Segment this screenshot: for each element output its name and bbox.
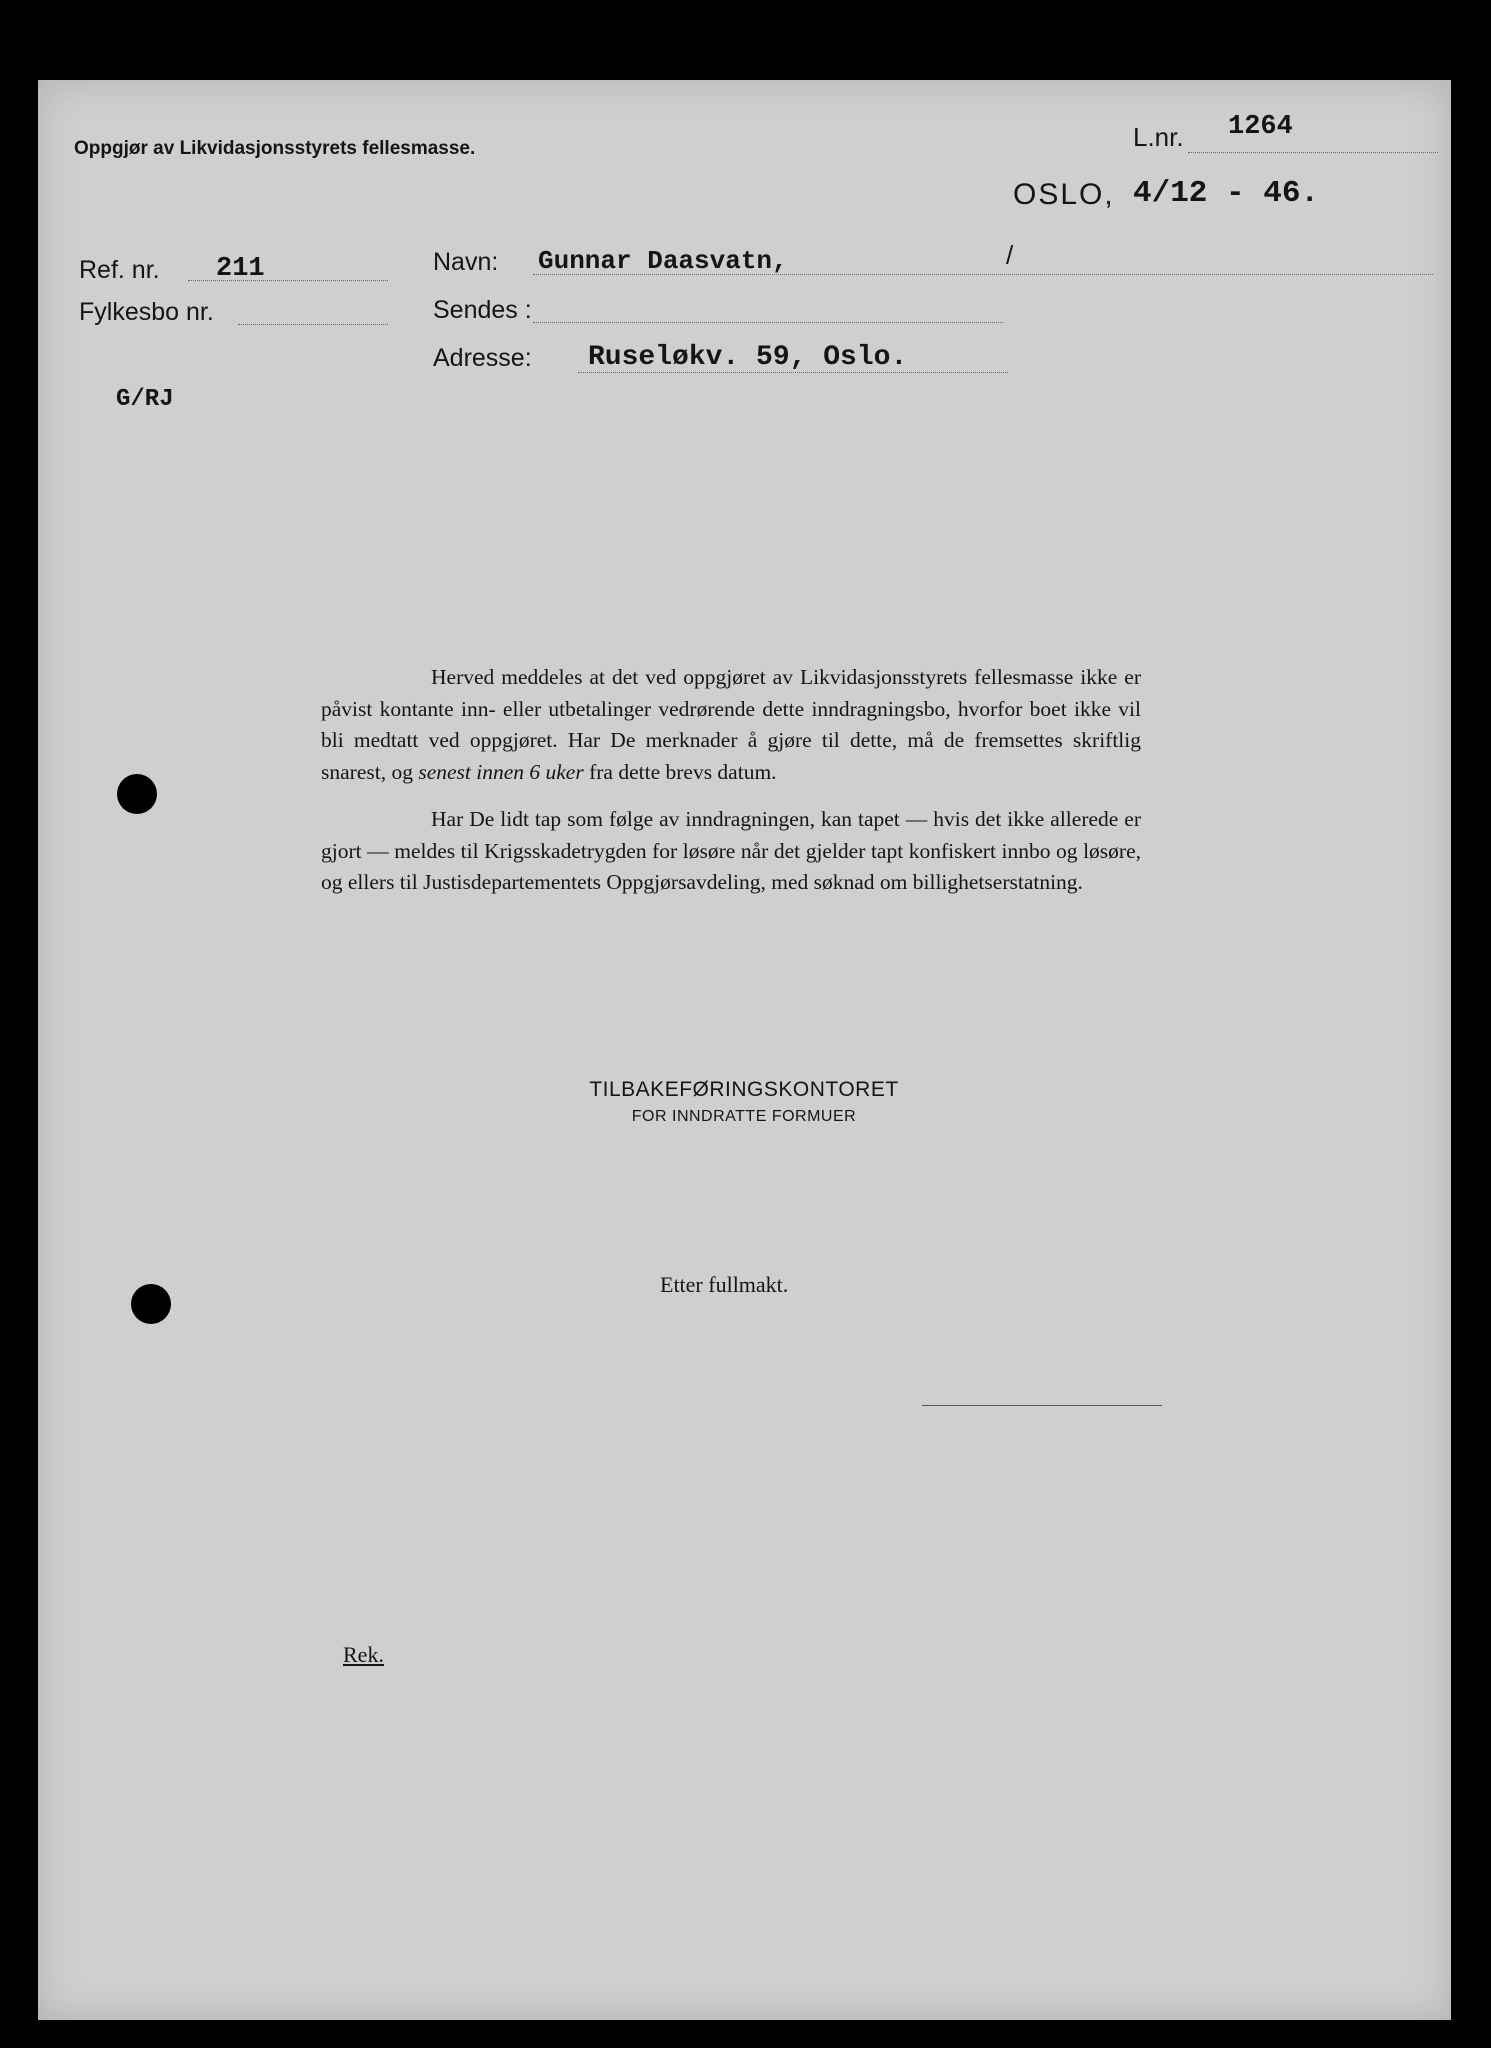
issuing-office bbox=[544, 1078, 944, 1126]
slash-mark: / bbox=[1006, 240, 1014, 270]
name-line bbox=[533, 274, 1433, 275]
ref-number-label: Ref. nr. bbox=[79, 256, 160, 284]
body-paragraph-1 bbox=[321, 662, 1141, 788]
letter-number-line bbox=[1188, 152, 1438, 153]
fylkesbo-number-label: Fylkesbo nr. bbox=[79, 298, 214, 326]
letter-number-value: 1264 bbox=[1228, 112, 1293, 142]
sendes-line bbox=[533, 322, 1003, 323]
address-label: Adresse: bbox=[433, 344, 532, 372]
punch-hole-lower bbox=[131, 1284, 171, 1324]
letter-number-label: L.nr. bbox=[1133, 122, 1184, 152]
recipient-address: Ruseløkv. 59, Oslo. bbox=[588, 342, 908, 373]
recipient-name: Gunnar Daasvatn, bbox=[538, 246, 788, 276]
letter-body bbox=[321, 662, 1141, 899]
ref-number-value: 211 bbox=[216, 254, 265, 284]
body-paragraph-2: Har De lidt tap som følge av inndragningen, kan tapet — hvis det ikke allerede er gjort — meldes til Krigsskadetrygden for løsøre når det gjelder tapt konfiskert innbo og løsøre, og ellers til Justisdepartementets Oppgjørsavdeling, med søknad om billighetserstatning. bbox=[321, 807, 1141, 894]
sendes-label: Sendes : bbox=[433, 296, 532, 324]
name-label: Navn: bbox=[433, 248, 499, 276]
document-sheet bbox=[38, 80, 1451, 2020]
punch-hole-upper bbox=[117, 774, 157, 814]
letter-date: 4/12 - 46. bbox=[1133, 176, 1320, 211]
ref-number-line bbox=[188, 280, 388, 281]
body-paragraph-1-text: Herved meddeles at det ved oppgjøret av Likvidasjonsstyrets fellesmasse ikke er påvist kontante inn- eller utbetalinger vedrørende dette inndragningsbo, hvorfor boet ikke vil bli medtatt ved oppgjøret. Har De merknader å gjøre til dette, må de fremsettes skriftlig snarest, og bbox=[321, 665, 1141, 784]
address-line bbox=[578, 372, 1008, 373]
signature-line bbox=[922, 1405, 1162, 1406]
document-header-title: Oppgjør av Likvidasjonsstyrets fellesmasse. bbox=[74, 138, 476, 159]
reference-initials: G/RJ bbox=[116, 386, 174, 413]
fylkesbo-number-line bbox=[238, 324, 388, 325]
office-name: TILBAKEFØRINGSKONTORET bbox=[589, 1078, 899, 1101]
registered-mail-mark: Rek. bbox=[343, 1642, 384, 1667]
deadline-emphasis: senest innen 6 uker bbox=[418, 759, 584, 784]
city-label: OSLO, bbox=[1013, 178, 1115, 211]
authority-line: Etter fullmakt. bbox=[660, 1272, 789, 1297]
office-subtitle: FOR INNDRATTE FORMUER bbox=[631, 1108, 857, 1125]
body-paragraph-1-end: fra dette brevs datum. bbox=[589, 759, 777, 784]
